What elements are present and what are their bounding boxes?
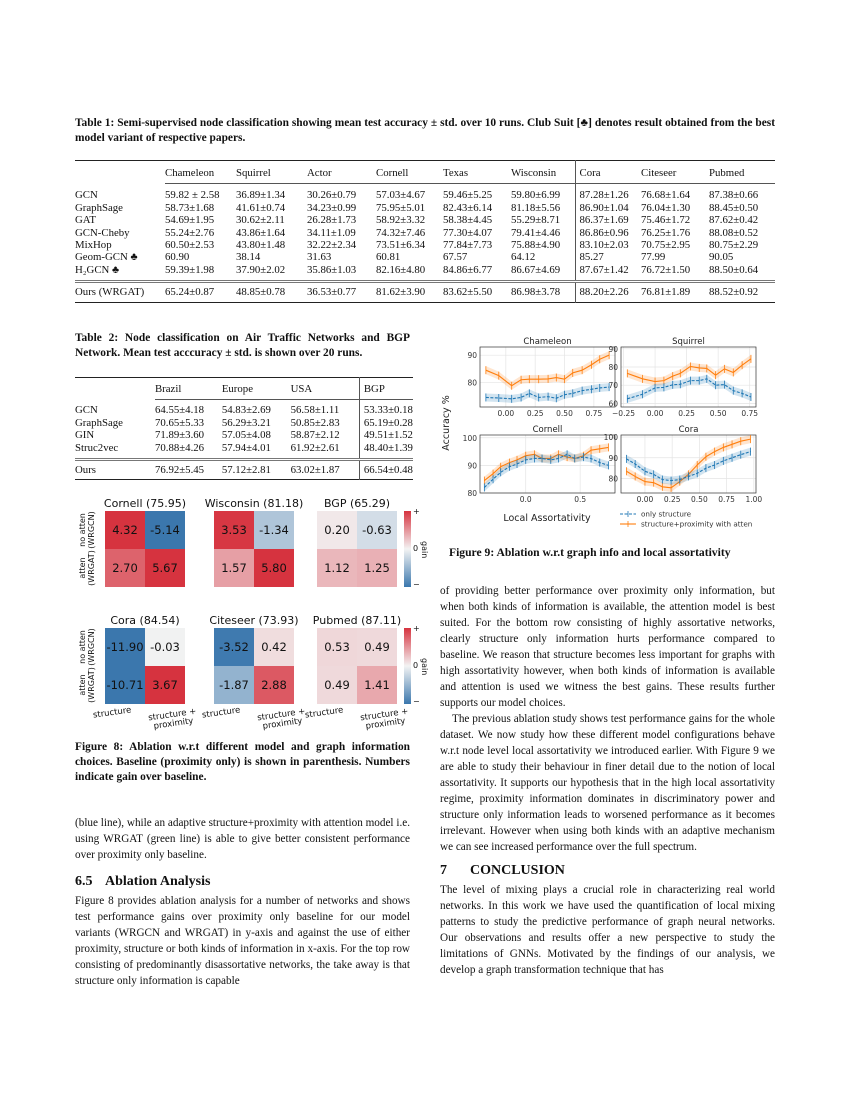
x-tick-label: −0.25: [612, 409, 636, 418]
table-cell: 90.05: [709, 251, 734, 264]
table-cell: 82.43±6.14: [443, 201, 493, 214]
table-cell: 79.41±4.46: [511, 226, 561, 239]
table-cell: 35.86±1.03: [307, 263, 357, 276]
y-tick-label: 80: [467, 489, 477, 498]
table-cell: 86.90±1.04: [575, 202, 641, 214]
table-cell: 73.51±6.34: [376, 239, 426, 252]
heatmap-cell: 1.12: [317, 549, 357, 587]
subplot-chameleon: [467, 337, 615, 418]
table-cell: 86.86±0.96: [575, 227, 641, 239]
table-row: [75, 214, 775, 226]
table-row-ours: [75, 460, 413, 480]
heatmap-cell: 0.49: [357, 628, 397, 666]
x-tick-label: 0.50: [709, 409, 727, 418]
column-header: Cora: [575, 161, 641, 184]
table-cell: 88.20±2.26: [575, 282, 641, 302]
column-header: [75, 161, 165, 184]
x-tick-label: 0.00: [646, 409, 664, 418]
table-row: [75, 429, 413, 441]
table-cell: 87.62±0.42: [709, 214, 759, 227]
y-tick-label: 80: [608, 474, 618, 484]
x-tick-label: 0.75: [741, 409, 759, 418]
section-heading-6-5: [75, 873, 410, 890]
table-cell: 77.84±7.73: [443, 239, 493, 252]
row-label: GraphSage: [75, 201, 123, 214]
colorbar-minus: −: [413, 697, 420, 706]
legend-label: only structure: [641, 509, 692, 519]
table-cell: 55.24±2.76: [165, 226, 215, 239]
heatmap-grid: [214, 511, 294, 587]
table-cell: 30.62±2.11: [236, 214, 285, 227]
heatmap-title: Pubmed (87.11): [312, 614, 402, 627]
table-cell: 71.89±3.60: [154, 429, 205, 442]
table-cell: 87.38±0.66: [709, 189, 759, 202]
heatmap-grid: [214, 628, 294, 704]
right-paragraph-3: The level of mixing plays a crucial role in characterizing real world networks. In this work we have used the quantification of local mixing patterns to study the predictive performance of graph neural networks. Our observations and results offer a new perspective to study the limitations of GNNs. Motivated by the findings of our analysis, we develop a graph transformation technique that has: [440, 884, 775, 976]
row-label: Ours: [75, 460, 155, 480]
heatmap-panel: [204, 497, 304, 612]
column-header: BGP: [359, 378, 413, 400]
table-cell: 83.62±5.50: [443, 282, 511, 302]
table-cell: 63.02±1.87: [291, 460, 360, 480]
table-row: [75, 442, 413, 460]
y-tick-label: 90: [608, 344, 618, 354]
colorbar-label: gain: [420, 541, 429, 559]
y-tick-label: 80: [467, 378, 477, 388]
y-tick-label: 100: [603, 433, 618, 443]
table-cell: 87.67±1.42: [575, 264, 641, 282]
table-cell: 31.63: [307, 251, 332, 264]
colorbar-plus: +: [413, 507, 420, 516]
heatmap-cell: -10.71: [105, 666, 145, 704]
row-label: H₂GCN ♣: [75, 263, 120, 276]
table-cell: 76.72±1.50: [641, 263, 691, 276]
table-cell: 58.73±1.68: [165, 201, 215, 214]
table-cell: 83.10±2.03: [575, 239, 641, 251]
table-cell: 86.37±1.69: [575, 214, 641, 226]
table-cell: 59.46±5.25: [443, 189, 493, 202]
table-cell: 75.88±4.90: [511, 239, 561, 252]
table-cell: 74.32±7.46: [376, 226, 426, 239]
heatmap-grid: [105, 511, 185, 587]
table-cell: 76.81±1.89: [641, 282, 709, 302]
table2-caption: Table 2: Node classification on Air Traffic Networks and BGP Network. Mean test acccuracy ± std. is shown over 20 runs.: [75, 332, 410, 359]
x-label-structure: structure: [304, 705, 345, 721]
table2: [75, 377, 413, 480]
table-row: [75, 227, 775, 239]
table-cell: 76.04±1.30: [641, 201, 691, 214]
row-label: MixHop: [75, 239, 112, 252]
heatmap-grid: [105, 628, 185, 704]
x-label-structure-proximity: structure + proximity: [147, 706, 197, 732]
heatmap-cell: -0.03: [145, 628, 185, 666]
x-tick-label: 0.0: [519, 495, 532, 504]
table-cell: 57.12±2.81: [222, 460, 291, 480]
left-column-text: [75, 815, 410, 989]
figure9-chart: [440, 328, 780, 533]
table-cell: 57.05±4.08: [221, 429, 271, 442]
heatmap-cell: 1.57: [214, 549, 254, 587]
y-tick-label: 70: [608, 381, 618, 391]
heatmap-cell: -11.90: [105, 628, 145, 666]
subplot-squirrel: [608, 337, 758, 418]
table-cell: 86.67±4.69: [511, 263, 561, 276]
table-cell: 84.86±6.77: [443, 263, 493, 276]
x-label-structure: structure: [92, 705, 133, 721]
section-title: Ablation Analysis: [105, 874, 211, 889]
table-cell: 76.68±1.64: [641, 189, 691, 202]
heatmap-cell: 2.88: [254, 666, 294, 704]
table-row: [75, 417, 413, 429]
table-row: [75, 264, 775, 282]
colorbar: [404, 511, 411, 587]
table-cell: 58.87±2.12: [290, 429, 340, 442]
colorbar-minus: −: [413, 580, 420, 589]
table-cell: 57.94±4.01: [221, 441, 271, 454]
x-axis-label: Local Assortativity: [503, 513, 591, 524]
right-column-text: [440, 583, 775, 978]
table-row-ours: [75, 282, 775, 302]
row-label: GCN-Cheby: [75, 226, 130, 239]
colorbar: [404, 628, 411, 704]
table-row: [75, 239, 775, 251]
table-cell: 67.57: [443, 251, 468, 264]
colorbar-plus: +: [413, 624, 420, 633]
legend: [620, 510, 752, 529]
heatmap-panel: [78, 614, 197, 732]
y-label-atten: atten (WRGAT): [78, 550, 96, 586]
table-cell: 59.39±1.98: [165, 263, 215, 276]
column-header: USA: [291, 378, 360, 400]
figure8-caption: Figure 8: Ablation w.r.t different model and graph information choices. Baseline (proximity only) is shown in parenthesis. Numbers indicate gain over baseline.: [75, 741, 410, 783]
heatmap-title: Cornell (75.95): [103, 497, 187, 510]
column-header: Cornell: [376, 161, 443, 184]
x-tick-label: 0.00: [497, 409, 515, 418]
heatmap-cell: -1.87: [214, 666, 254, 704]
table1: [75, 160, 775, 303]
table-cell: 75.95±5.01: [376, 201, 426, 214]
y-tick-label: 100: [462, 433, 477, 443]
table-cell: 60.50±2.53: [165, 239, 215, 252]
x-label-structure: structure: [201, 705, 242, 721]
table-cell: 80.75±2.29: [709, 239, 759, 252]
row-label: Struc2vec: [75, 441, 119, 454]
heatmap-cell: 3.53: [214, 511, 254, 549]
table-cell: 82.16±4.80: [376, 263, 426, 276]
column-header: Europe: [222, 378, 291, 400]
table-cell: 56.58±1.11: [290, 404, 340, 417]
row-label: Geom-GCN ♣: [75, 251, 138, 264]
table-cell: 55.29±8.71: [511, 214, 561, 227]
heatmap-grid: [317, 628, 397, 704]
x-tick-label: 0.75: [585, 409, 603, 418]
table-cell: 64.12: [511, 251, 536, 264]
table-row: [75, 251, 775, 263]
x-label-structure-proximity: structure + proximity: [256, 706, 306, 732]
heatmap-cell: 2.70: [105, 549, 145, 587]
table-cell: 56.29±3.21: [221, 416, 271, 429]
heatmap-panel: [201, 614, 306, 732]
heatmap-title: BGP (65.29): [323, 497, 391, 510]
x-tick-label: 0.00: [636, 495, 654, 504]
y-tick-label: 60: [608, 399, 618, 409]
table-cell: 77.30±4.07: [443, 226, 493, 239]
heatmap-cell: 0.20: [317, 511, 357, 549]
table-cell: 65.24±0.87: [165, 282, 236, 302]
row-label: GraphSage: [75, 416, 123, 429]
table-cell: 54.83±2.69: [221, 404, 271, 417]
column-header: Texas: [443, 161, 511, 184]
x-tick-label: 0.50: [691, 495, 708, 504]
x-tick-label: 0.50: [556, 409, 573, 418]
table-cell: 88.52±0.92: [709, 282, 775, 302]
heatmap-cell: 0.53: [317, 628, 357, 666]
column-header: [75, 378, 155, 400]
section-title: CONCLUSION: [470, 863, 565, 878]
heatmap-cell: -0.63: [357, 511, 397, 549]
left-paragraph-1: (blue line), while an adaptive structure+proximity with attention model i.e. using WRGAT (green line) is able to give better consistent performance over proximity only baseline.: [75, 817, 411, 861]
table-cell: 26.28±1.73: [307, 214, 357, 227]
table-cell: 76.25±1.76: [641, 226, 691, 239]
table-cell: 88.50±0.64: [709, 263, 759, 276]
subplot-title: Chameleon: [523, 337, 572, 347]
table-cell: 86.98±3.78: [511, 282, 575, 302]
table-cell: 43.80±1.48: [236, 239, 286, 252]
x-label-structure-proximity: structure + proximity: [359, 706, 409, 732]
heatmap-panel: [304, 614, 429, 732]
row-label: Ours (WRGAT): [75, 282, 165, 302]
x-tick-label: 0.25: [526, 409, 544, 418]
y-label-no-atten: no atten (WRGCN): [78, 628, 96, 666]
heatmap-cell: -3.52: [214, 628, 254, 666]
table-cell: 34.23±0.99: [307, 201, 357, 214]
confidence-band: [484, 443, 608, 484]
table-cell: 60.81: [376, 251, 401, 264]
row-label: GCN: [75, 189, 98, 202]
y-tick-label: 90: [467, 351, 477, 361]
heatmap-cell: 5.80: [254, 549, 294, 587]
table-cell: 77.99: [641, 251, 666, 264]
table-cell: 58.38±4.45: [443, 214, 493, 227]
table-row: [75, 184, 775, 202]
table-cell: 88.08±0.52: [709, 226, 759, 239]
table-cell: 48.40±1.39: [359, 442, 413, 460]
heatmap-cell: 1.25: [357, 549, 397, 587]
table-cell: 66.54±0.48: [359, 460, 413, 480]
y-tick-label: 90: [467, 461, 477, 471]
table-cell: 54.69±1.95: [165, 214, 215, 227]
table1-caption: Table 1: Semi-supervised node classification showing mean test accuracy ± std. over 10 runs. Club Suit [♣] denotes result obtained from the best model variant of respective papers.: [75, 117, 775, 144]
legend-label: structure+proximity with atten: [641, 519, 753, 529]
heatmap-cell: -5.14: [145, 511, 185, 549]
table-cell: 36.53±0.77: [307, 282, 376, 302]
subplot-title: Cornell: [532, 425, 563, 435]
table-cell: 65.19±0.28: [359, 417, 413, 429]
table-cell: 70.65±5.33: [154, 416, 205, 429]
table-cell: 36.89±1.34: [236, 189, 286, 202]
table-cell: 85.27: [575, 251, 641, 263]
row-label: GCN: [75, 404, 98, 417]
subplot-cora: [604, 425, 763, 504]
table-cell: 38.14: [236, 251, 261, 264]
table-cell: 50.85±2.83: [290, 416, 340, 429]
colorbar-label: gain: [420, 658, 429, 676]
column-header: Actor: [307, 161, 376, 184]
y-label-no-atten: no atten (WRGCN): [78, 511, 96, 549]
colorbar-zero: 0: [413, 661, 419, 670]
heatmap-grid: [317, 511, 397, 587]
heatmap-panel: [78, 497, 187, 612]
table-cell: 88.45±0.50: [709, 201, 759, 214]
x-tick-label: 0.25: [663, 495, 681, 504]
heatmap-cell: 5.67: [145, 549, 185, 587]
x-tick-label: 0.5: [574, 495, 587, 504]
column-header: Squirrel: [236, 161, 307, 184]
table-cell: 60.90: [165, 251, 190, 264]
table-cell: 70.75±2.95: [641, 239, 691, 252]
table-cell: 48.85±0.78: [236, 282, 307, 302]
table-cell: 59.80±6.99: [511, 189, 561, 202]
heatmap-panel: [317, 497, 429, 612]
column-header: Pubmed: [709, 161, 775, 184]
table-cell: 64.55±4.18: [154, 404, 205, 417]
right-paragraph-1: of providing better performance over proximity only information, but when both kinds of information is available, the attention model is best suited. For the bottom row consisting of highly assortative networks, clearly structure only information hurts performance compared to baseline. We reason that structure becomes less important for graphs with high assortativity however, when both kinds of information is available and attention is used we witness the best gains. These results further supports our model choices.: [440, 585, 775, 709]
x-tick-label: 0.75: [718, 495, 735, 504]
y-tick-label: 80: [608, 363, 618, 372]
table-cell: 58.92±3.32: [376, 214, 426, 227]
colorbar-zero: 0: [413, 544, 419, 553]
table-cell: 49.51±1.52: [359, 429, 413, 441]
table-cell: 59.82 ± 2.58: [165, 189, 220, 202]
figure9-caption: Figure 9: Ablation w.r.t graph info and local assortativity: [449, 546, 731, 559]
column-header: Citeseer: [641, 161, 709, 184]
heatmap-title: Citeseer (73.93): [209, 614, 299, 627]
y-tick-label: 90: [608, 453, 618, 463]
heatmap-title: Cora (84.54): [110, 614, 180, 627]
table-cell: 30.26±0.79: [307, 189, 357, 202]
section-heading-7: [440, 862, 775, 879]
heatmap-cell: 1.41: [357, 666, 397, 704]
table-row: [75, 400, 413, 417]
heatmap-title: Wisconsin (81.18): [204, 497, 304, 510]
table-cell: 43.86±1.64: [236, 226, 286, 239]
table-cell: 61.92±2.61: [290, 441, 340, 454]
table-cell: 70.88±4.26: [154, 441, 205, 454]
x-tick-label: 1.00: [745, 495, 763, 504]
heatmap-cell: -1.34: [254, 511, 294, 549]
table-cell: 81.62±3.90: [376, 282, 443, 302]
table-cell: 76.92±5.45: [155, 460, 222, 480]
table-cell: 81.18±5.56: [511, 201, 561, 214]
table-cell: 41.61±0.74: [236, 201, 286, 214]
subplot-title: Cora: [678, 425, 699, 435]
y-label-atten: atten (WRGAT): [78, 667, 96, 703]
left-paragraph-2: Figure 8 provides ablation analysis for a number of networks and shows test performance gains over proximity only baseline for our model variants (WRGCN and WRGAT) in y-axis and against the use of either proximity, structure or both kinds of information in x-axis. For the top row consisting of predominantly disassortative networks, the take away is that structure only information is capable: [75, 895, 410, 987]
table-cell: 34.11±1.09: [307, 226, 356, 239]
heatmap-cell: 4.32: [105, 511, 145, 549]
table-cell: 53.33±0.18: [359, 400, 413, 417]
section-number: 6.5: [75, 874, 93, 889]
confidence-band: [486, 351, 609, 390]
y-axis-label: Accuracy %: [441, 395, 452, 451]
subplot-cornell: [463, 425, 615, 504]
table-row: [75, 202, 775, 214]
row-label: GIN: [75, 429, 95, 442]
subplot-title: Squirrel: [672, 337, 705, 347]
column-header: Chameleon: [165, 161, 236, 184]
right-paragraph-2: The previous ablation study shows test performance gains for the whole dataset. We now study how these different model configurations behave w.r.t node level local assortativity we introduced earlier. With Figure 9 we are able to study their behaviour in finer detail due to the notion of local assortativity. It supports our hypothesis that in the high local assortativity regime, proximity information dominates in discriminatory power and structure only information leads to worsened performance as it becomes irrelevant. However when using both kinds with an adaptive mechanism we can see increased performance over the full spectrum.: [440, 713, 775, 853]
table-cell: 32.22±2.34: [307, 239, 357, 252]
row-label: GAT: [75, 214, 96, 227]
column-header: Wisconsin: [511, 161, 575, 184]
confidence-band: [486, 383, 609, 403]
table-cell: 57.03±4.67: [376, 189, 426, 202]
table-cell: 75.46±1.72: [641, 214, 691, 227]
heatmap-cell: 0.49: [317, 666, 357, 704]
heatmap-cell: 0.42: [254, 628, 294, 666]
table-cell: 87.28±1.26: [575, 184, 641, 202]
heatmap-cell: 3.67: [145, 666, 185, 704]
column-header: Brazil: [155, 378, 222, 400]
table-cell: 37.90±2.02: [236, 263, 286, 276]
figure8-heatmaps: [75, 497, 429, 732]
x-tick-label: 0.25: [678, 409, 695, 418]
section-number: 7: [440, 863, 447, 878]
